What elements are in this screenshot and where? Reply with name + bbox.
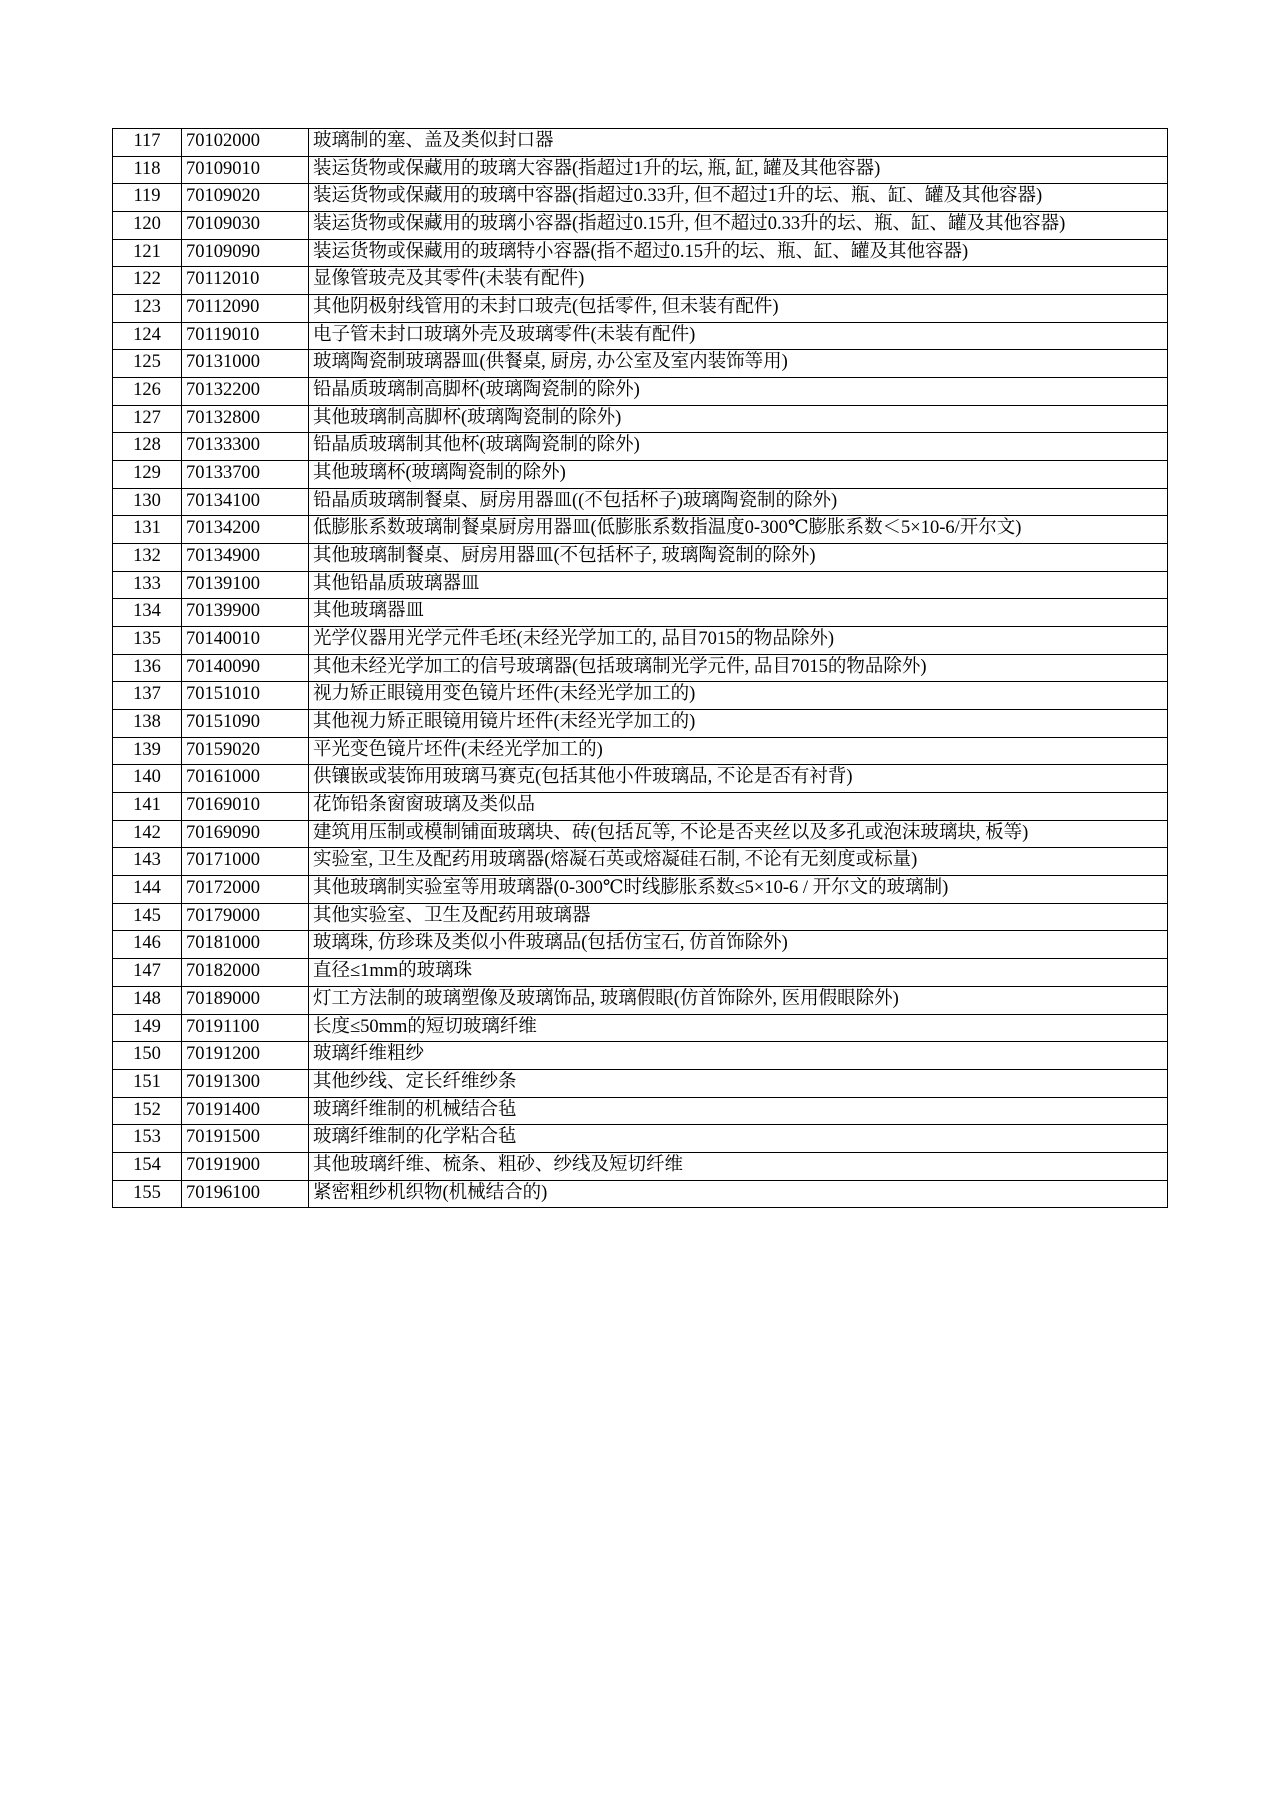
row-index: 142 <box>113 820 182 848</box>
row-tariff-code: 70161000 <box>182 765 309 793</box>
row-description: 玻璃纤维粗纱 <box>309 1042 1168 1070</box>
row-description: 玻璃制的塞、盖及类似封口器 <box>309 129 1168 157</box>
table-row <box>113 571 1168 599</box>
row-description: 玻璃纤维制的机械结合毡 <box>309 1097 1168 1125</box>
row-index: 122 <box>113 267 182 295</box>
row-tariff-code: 70171000 <box>182 848 309 876</box>
row-index: 136 <box>113 654 182 682</box>
row-index: 133 <box>113 571 182 599</box>
row-tariff-code: 70102000 <box>182 129 309 157</box>
table-row <box>113 1014 1168 1042</box>
row-description: 平光变色镜片坯件(未经光学加工的) <box>309 737 1168 765</box>
row-description: 其他玻璃纤维、梳条、粗砂、纱线及短切纤维 <box>309 1152 1168 1180</box>
table-row <box>113 405 1168 433</box>
row-description: 装运货物或保藏用的玻璃特小容器(指不超过0.15升的坛、瓶、缸、罐及其他容器) <box>309 239 1168 267</box>
row-description: 其他玻璃杯(玻璃陶瓷制的除外) <box>309 461 1168 489</box>
row-index: 134 <box>113 599 182 627</box>
row-tariff-code: 70196100 <box>182 1180 309 1208</box>
row-index: 137 <box>113 682 182 710</box>
row-description: 其他玻璃器皿 <box>309 599 1168 627</box>
row-index: 131 <box>113 516 182 544</box>
row-index: 143 <box>113 848 182 876</box>
row-description: 低膨胀系数玻璃制餐桌厨房用器皿(低膨胀系数指温度0-300℃膨胀系数＜5×10-6/开尔文) <box>309 516 1168 544</box>
table-body <box>113 129 1168 1208</box>
row-tariff-code: 70189000 <box>182 986 309 1014</box>
table-row <box>113 1180 1168 1208</box>
row-index: 152 <box>113 1097 182 1125</box>
table-row <box>113 931 1168 959</box>
row-index: 140 <box>113 765 182 793</box>
row-description: 长度≤50mm的短切玻璃纤维 <box>309 1014 1168 1042</box>
row-description: 装运货物或保藏用的玻璃小容器(指超过0.15升, 但不超过0.33升的坛、瓶、缸、罐及其他容器) <box>309 212 1168 240</box>
table-row <box>113 544 1168 572</box>
table-row <box>113 1042 1168 1070</box>
row-description: 玻璃陶瓷制玻璃器皿(供餐桌, 厨房, 办公室及室内装饰等用) <box>309 350 1168 378</box>
row-tariff-code: 70172000 <box>182 876 309 904</box>
row-description: 光学仪器用光学元件毛坯(未经光学加工的, 品目7015的物品除外) <box>309 627 1168 655</box>
row-description: 视力矫正眼镜用变色镜片坯件(未经光学加工的) <box>309 682 1168 710</box>
row-tariff-code: 70119010 <box>182 322 309 350</box>
row-index: 141 <box>113 793 182 821</box>
row-index: 119 <box>113 184 182 212</box>
row-tariff-code: 70133700 <box>182 461 309 489</box>
row-description: 其他玻璃制餐桌、厨房用器皿(不包括杯子, 玻璃陶瓷制的除外) <box>309 544 1168 572</box>
row-index: 146 <box>113 931 182 959</box>
row-tariff-code: 70140090 <box>182 654 309 682</box>
table-row <box>113 378 1168 406</box>
row-tariff-code: 70109030 <box>182 212 309 240</box>
row-tariff-code: 70133300 <box>182 433 309 461</box>
row-description: 其他玻璃制高脚杯(玻璃陶瓷制的除外) <box>309 405 1168 433</box>
table-row <box>113 710 1168 738</box>
table-row <box>113 1152 1168 1180</box>
row-tariff-code: 70159020 <box>182 737 309 765</box>
row-index: 128 <box>113 433 182 461</box>
row-description: 建筑用压制或模制铺面玻璃块、砖(包括瓦等, 不论是否夹丝以及多孔或泡沫玻璃块, 板等) <box>309 820 1168 848</box>
table-row <box>113 682 1168 710</box>
table-row <box>113 765 1168 793</box>
table-row <box>113 295 1168 323</box>
row-tariff-code: 70181000 <box>182 931 309 959</box>
hs-code-table <box>112 128 1168 1208</box>
table-row <box>113 848 1168 876</box>
row-index: 132 <box>113 544 182 572</box>
table-row <box>113 488 1168 516</box>
row-tariff-code: 70134100 <box>182 488 309 516</box>
row-tariff-code: 70179000 <box>182 903 309 931</box>
row-index: 155 <box>113 1180 182 1208</box>
table-row <box>113 793 1168 821</box>
table-row <box>113 876 1168 904</box>
row-index: 147 <box>113 959 182 987</box>
table-row <box>113 820 1168 848</box>
row-tariff-code: 70109010 <box>182 156 309 184</box>
table-row <box>113 654 1168 682</box>
row-index: 125 <box>113 350 182 378</box>
table-row <box>113 986 1168 1014</box>
row-tariff-code: 70132800 <box>182 405 309 433</box>
row-description: 其他铅晶质玻璃器皿 <box>309 571 1168 599</box>
row-tariff-code: 70131000 <box>182 350 309 378</box>
row-description: 直径≤1mm的玻璃珠 <box>309 959 1168 987</box>
row-tariff-code: 70140010 <box>182 627 309 655</box>
row-index: 124 <box>113 322 182 350</box>
row-description: 铅晶质玻璃制高脚杯(玻璃陶瓷制的除外) <box>309 378 1168 406</box>
row-description: 电子管未封口玻璃外壳及玻璃零件(未装有配件) <box>309 322 1168 350</box>
row-index: 148 <box>113 986 182 1014</box>
row-description: 供镶嵌或装饰用玻璃马赛克(包括其他小件玻璃品, 不论是否有衬背) <box>309 765 1168 793</box>
row-tariff-code: 70109090 <box>182 239 309 267</box>
table-row <box>113 461 1168 489</box>
table-row <box>113 737 1168 765</box>
row-tariff-code: 70169010 <box>182 793 309 821</box>
row-description: 玻璃纤维制的化学粘合毡 <box>309 1125 1168 1153</box>
row-tariff-code: 70151090 <box>182 710 309 738</box>
row-description: 灯工方法制的玻璃塑像及玻璃饰品, 玻璃假眼(仿首饰除外, 医用假眼除外) <box>309 986 1168 1014</box>
row-tariff-code: 70191500 <box>182 1125 309 1153</box>
table-row <box>113 239 1168 267</box>
row-description: 其他未经光学加工的信号玻璃器(包括玻璃制光学元件, 品目7015的物品除外) <box>309 654 1168 682</box>
row-tariff-code: 70191400 <box>182 1097 309 1125</box>
row-index: 126 <box>113 378 182 406</box>
row-tariff-code: 70139100 <box>182 571 309 599</box>
row-tariff-code: 70134900 <box>182 544 309 572</box>
row-index: 144 <box>113 876 182 904</box>
row-index: 150 <box>113 1042 182 1070</box>
row-index: 151 <box>113 1069 182 1097</box>
row-tariff-code: 70109020 <box>182 184 309 212</box>
table-row <box>113 212 1168 240</box>
row-description: 铅晶质玻璃制其他杯(玻璃陶瓷制的除外) <box>309 433 1168 461</box>
row-index: 130 <box>113 488 182 516</box>
row-index: 139 <box>113 737 182 765</box>
row-index: 135 <box>113 627 182 655</box>
table-row <box>113 516 1168 544</box>
row-tariff-code: 70191900 <box>182 1152 309 1180</box>
table-row <box>113 1069 1168 1097</box>
table-row <box>113 959 1168 987</box>
row-tariff-code: 70191100 <box>182 1014 309 1042</box>
row-tariff-code: 70139900 <box>182 599 309 627</box>
table-row <box>113 599 1168 627</box>
row-tariff-code: 70191300 <box>182 1069 309 1097</box>
row-index: 145 <box>113 903 182 931</box>
row-index: 153 <box>113 1125 182 1153</box>
row-index: 118 <box>113 156 182 184</box>
row-tariff-code: 70182000 <box>182 959 309 987</box>
row-description: 其他纱线、定长纤维纱条 <box>309 1069 1168 1097</box>
row-tariff-code: 70151010 <box>182 682 309 710</box>
row-index: 120 <box>113 212 182 240</box>
row-index: 154 <box>113 1152 182 1180</box>
row-index: 149 <box>113 1014 182 1042</box>
row-description: 其他玻璃制实验室等用玻璃器(0-300℃时线膨胀系数≤5×10-6 / 开尔文的玻璃制) <box>309 876 1168 904</box>
row-description: 显像管玻壳及其零件(未装有配件) <box>309 267 1168 295</box>
table-row <box>113 1125 1168 1153</box>
row-tariff-code: 70134200 <box>182 516 309 544</box>
row-description: 其他阴极射线管用的未封口玻壳(包括零件, 但未装有配件) <box>309 295 1168 323</box>
row-index: 129 <box>113 461 182 489</box>
table-row <box>113 156 1168 184</box>
table-row <box>113 1097 1168 1125</box>
row-description: 铅晶质玻璃制餐桌、厨房用器皿((不包括杯子)玻璃陶瓷制的除外) <box>309 488 1168 516</box>
row-description: 其他实验室、卫生及配药用玻璃器 <box>309 903 1168 931</box>
row-tariff-code: 70191200 <box>182 1042 309 1070</box>
row-index: 127 <box>113 405 182 433</box>
row-description: 其他视力矫正眼镜用镜片坯件(未经光学加工的) <box>309 710 1168 738</box>
table-row <box>113 129 1168 157</box>
row-tariff-code: 70112010 <box>182 267 309 295</box>
row-index: 117 <box>113 129 182 157</box>
row-description: 花饰铅条窗窗玻璃及类似品 <box>309 793 1168 821</box>
table-row <box>113 350 1168 378</box>
table-row <box>113 433 1168 461</box>
table-row <box>113 184 1168 212</box>
row-description: 紧密粗纱机织物(机械结合的) <box>309 1180 1168 1208</box>
table-row <box>113 903 1168 931</box>
row-description: 装运货物或保藏用的玻璃中容器(指超过0.33升, 但不超过1升的坛、瓶、缸、罐及其他容器) <box>309 184 1168 212</box>
table-row <box>113 627 1168 655</box>
row-index: 121 <box>113 239 182 267</box>
row-tariff-code: 70112090 <box>182 295 309 323</box>
row-index: 123 <box>113 295 182 323</box>
table-row <box>113 267 1168 295</box>
row-tariff-code: 70132200 <box>182 378 309 406</box>
row-description: 实验室, 卫生及配药用玻璃器(熔凝石英或熔凝硅石制, 不论有无刻度或标量) <box>309 848 1168 876</box>
row-description: 装运货物或保藏用的玻璃大容器(指超过1升的坛, 瓶, 缸, 罐及其他容器) <box>309 156 1168 184</box>
table-row <box>113 322 1168 350</box>
row-tariff-code: 70169090 <box>182 820 309 848</box>
row-index: 138 <box>113 710 182 738</box>
row-description: 玻璃珠, 仿珍珠及类似小件玻璃品(包括仿宝石, 仿首饰除外) <box>309 931 1168 959</box>
